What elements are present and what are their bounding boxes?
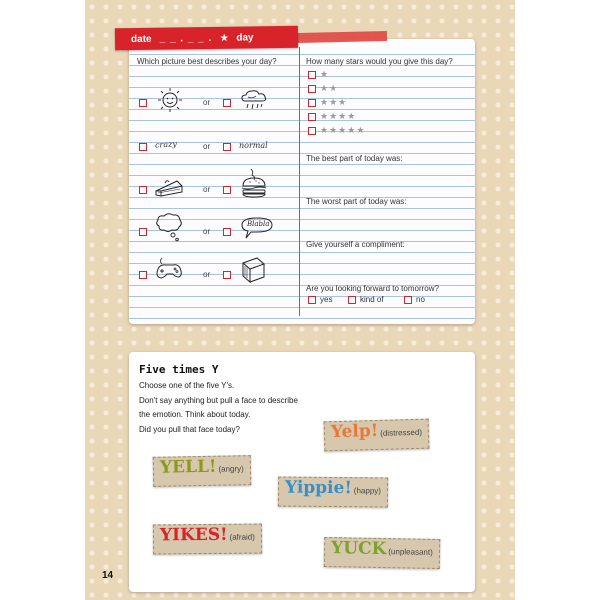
checkbox-cake[interactable] (139, 186, 147, 194)
stamp-word: Yippie! (284, 477, 352, 499)
stars-question: How many stars would you give this day? (306, 57, 453, 66)
checkbox-speech[interactable] (223, 228, 231, 236)
sun-icon (155, 87, 185, 113)
instruction-line: Did you pull that face today? (139, 425, 240, 434)
checkbox-sun[interactable] (139, 99, 147, 107)
checkbox-crazy[interactable] (139, 143, 147, 151)
rating-3-checkbox[interactable] (308, 99, 316, 107)
or-label: or (203, 227, 211, 236)
checkbox-no[interactable] (404, 296, 412, 304)
worst-part-prompt: The worst part of today was: (306, 197, 407, 206)
speech-bubble-icon (239, 215, 275, 241)
instruction-line: Don't say anything but pull a face to describe (139, 396, 298, 405)
rain-cloud-icon (239, 87, 269, 113)
date-fill: _ _ . _ _ . (159, 32, 213, 45)
rating-4-stars: ★★★★ (320, 111, 357, 121)
star-icon: ★ (220, 32, 229, 43)
tape-strip (297, 31, 387, 43)
compliment-prompt: Give yourself a compliment: (306, 240, 405, 249)
page-number: 14 (102, 570, 114, 581)
checkbox-burger[interactable] (223, 186, 231, 194)
instruction-line: the emotion. Think about today. (139, 410, 251, 419)
diary-card (129, 39, 475, 324)
thought-bubble-icon (153, 211, 185, 243)
checkbox-thought[interactable] (139, 228, 147, 236)
cake-slice-icon (153, 173, 185, 199)
stamp-meaning: (happy) (353, 486, 381, 496)
or-label: or (203, 270, 211, 279)
or-label: or (203, 185, 211, 194)
five-times-y-card (129, 352, 475, 592)
picture-question: Which picture best describes your day? (137, 57, 277, 66)
day-label: day (236, 31, 254, 44)
rating-1-checkbox[interactable] (308, 71, 316, 79)
normal-word: normal (239, 141, 268, 150)
or-label: or (203, 142, 211, 151)
rating-1-stars: ★ (320, 69, 330, 79)
stamp-meaning: (afraid) (229, 532, 255, 542)
speech-bubble-text: Blabla (247, 220, 270, 228)
tomorrow-question: Are you looking forward to tomorrow? (306, 284, 439, 293)
date-label: date (130, 33, 152, 45)
crazy-word: crazy (154, 139, 178, 150)
stamp-word: YUCK (330, 538, 387, 560)
stamp-word: YELL! (159, 456, 217, 478)
stamp-word: Yelp! (330, 420, 379, 443)
stamp-yelp (324, 419, 430, 452)
answer-kind-of: kind of (360, 295, 384, 304)
rating-2-stars: ★★ (320, 83, 339, 93)
rating-5-stars: ★★★★★ (320, 125, 366, 135)
answer-no: no (416, 295, 425, 304)
card-divider (299, 47, 300, 316)
rating-2-checkbox[interactable] (308, 85, 316, 93)
stamp-word: YIKES! (159, 524, 228, 546)
burger-icon (239, 167, 269, 199)
page-background (85, 0, 515, 600)
rating-3-stars: ★★★ (320, 97, 348, 107)
checkbox-normal[interactable] (223, 143, 231, 151)
rating-4-checkbox[interactable] (308, 113, 316, 121)
stamp-yuck (324, 537, 440, 569)
game-controller-icon (153, 255, 185, 283)
book-icon (239, 255, 267, 285)
checkbox-rain[interactable] (223, 99, 231, 107)
stamp-yikes (153, 524, 262, 555)
rating-5-checkbox[interactable] (308, 127, 316, 135)
date-tape (115, 26, 298, 51)
answer-yes: yes (320, 295, 333, 304)
checkbox-game[interactable] (139, 271, 147, 279)
stamp-yell (153, 455, 251, 487)
stamp-meaning: (angry) (218, 464, 244, 474)
checkbox-kind-of[interactable] (348, 296, 356, 304)
stamp-yippie (278, 477, 388, 508)
instruction-line: Choose one of the five Y's. (139, 381, 235, 390)
or-label: or (203, 98, 211, 107)
checkbox-book[interactable] (223, 271, 231, 279)
stamp-meaning: (distressed) (380, 427, 423, 438)
checkbox-yes[interactable] (308, 296, 316, 304)
stamp-meaning: (unpleasant) (388, 547, 433, 557)
best-part-prompt: The best part of today was: (306, 154, 403, 163)
section-title: Five times Y (139, 363, 219, 376)
